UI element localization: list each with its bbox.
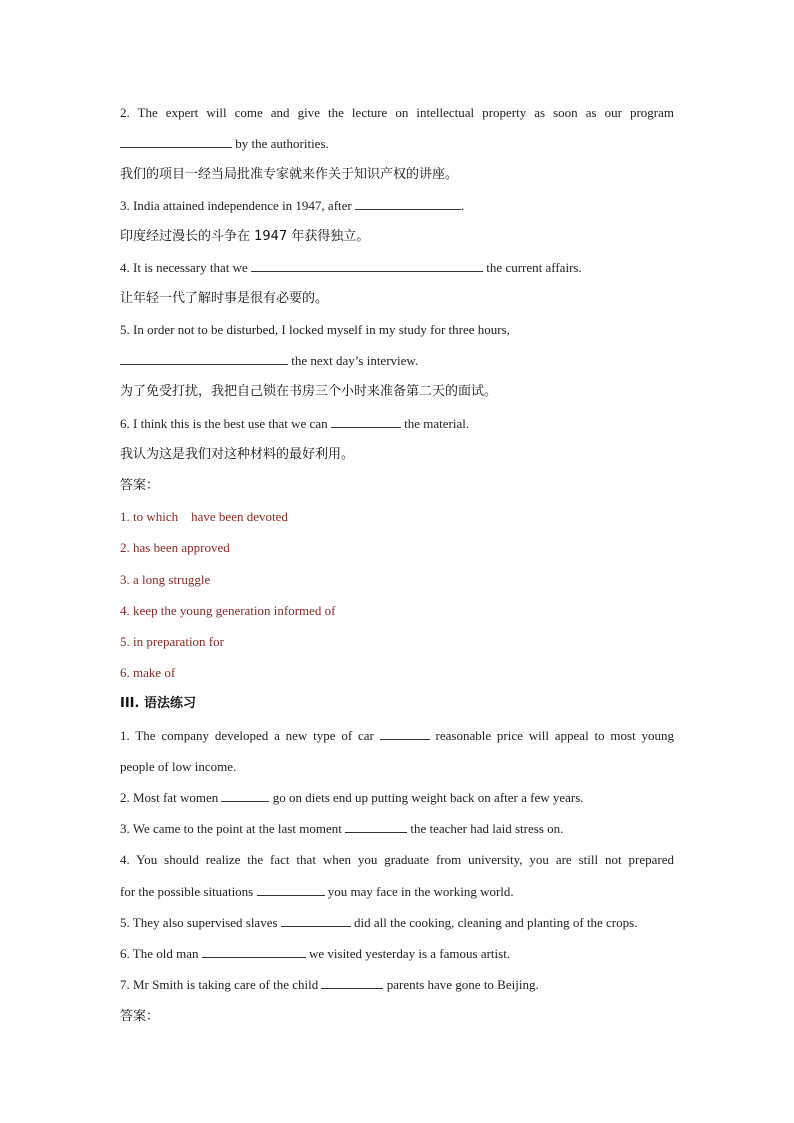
answer-blank[interactable] bbox=[221, 790, 269, 802]
answer-1: 1. to which have been devoted bbox=[120, 509, 288, 524]
answer-blank[interactable] bbox=[202, 946, 306, 958]
answer-label: 答案： bbox=[120, 478, 160, 493]
answer-4: 4. keep the young generation informed of bbox=[120, 603, 336, 618]
answer-blank[interactable] bbox=[380, 728, 430, 740]
answer-2: 2. has been approved bbox=[120, 540, 230, 555]
answer-blank[interactable] bbox=[257, 884, 325, 896]
question-4-translation: 让年轻一代了解时事是很有必要的。 bbox=[120, 291, 329, 306]
question-2-line-2: by the authorities. bbox=[120, 136, 674, 152]
answer-label-2: 答案： bbox=[120, 1009, 160, 1024]
answer-3: 3. a long struggle bbox=[120, 572, 211, 587]
question-3: 3. India attained independence in 1947, after . bbox=[120, 198, 465, 213]
question-6-translation: 我认为这是我们对这种材料的最好利用。 bbox=[120, 447, 355, 462]
question-6: 6. I think this is the best use that we can the material. bbox=[120, 416, 470, 431]
grammar-2: 2. Most fat women go on diets end up putting weight back on after a few years. bbox=[120, 790, 584, 805]
grammar-4-line-1: 4. You should realize the fact that when you graduate from university, you are still not prepared bbox=[120, 852, 674, 867]
question-3-translation: 印度经过漫长的斗争在 1947 年获得独立。 bbox=[120, 229, 370, 244]
question-5-line-1: 5. In order not to be disturbed, I locked myself in my study for three hours, bbox=[120, 322, 510, 337]
answer-5: 5. in preparation for bbox=[120, 634, 224, 649]
answer-blank[interactable] bbox=[331, 416, 401, 428]
answer-blank[interactable] bbox=[281, 915, 351, 927]
grammar-4-line-2: for the possible situations you may face in the working world. bbox=[120, 884, 514, 899]
grammar-7: 7. Mr Smith is taking care of the child parents have gone to Beijing. bbox=[120, 977, 539, 992]
question-4: 4. It is necessary that we the current affairs. bbox=[120, 260, 582, 275]
question-2-translation: 我们的项目一经当局批准专家就来作关于知识产权的讲座。 bbox=[120, 167, 459, 182]
grammar-1-line-1: 1. The company developed a new type of car reasonable price will appeal to most young bbox=[120, 728, 675, 743]
answer-blank[interactable] bbox=[355, 198, 461, 210]
question-5-translation: 为了免受打扰，我把自己锁在书房三个小时来准备第二天的面试。 bbox=[120, 384, 498, 399]
answer-blank[interactable] bbox=[345, 821, 407, 833]
answer-blank[interactable] bbox=[120, 353, 288, 365]
grammar-6: 6. The old man we visited yesterday is a famous artist. bbox=[120, 946, 511, 961]
grammar-1-line-2: people of low income. bbox=[120, 759, 237, 774]
section-3-heading: III. 语法练习 bbox=[120, 696, 196, 711]
answer-blank[interactable] bbox=[120, 136, 232, 148]
answer-blank[interactable] bbox=[251, 260, 483, 272]
answer-6: 6. make of bbox=[120, 665, 176, 680]
question-2-line-1: 2. The expert will come and give the lecture on intellectual property as soon as our program bbox=[120, 105, 674, 120]
question-5-line-2: the next day’s interview. bbox=[120, 353, 674, 369]
grammar-5: 5. They also supervised slaves did all the cooking, cleaning and planting of the crops. bbox=[120, 915, 638, 930]
grammar-3: 3. We came to the point at the last moment the teacher had laid stress on. bbox=[120, 821, 564, 836]
answer-blank[interactable] bbox=[321, 977, 383, 989]
